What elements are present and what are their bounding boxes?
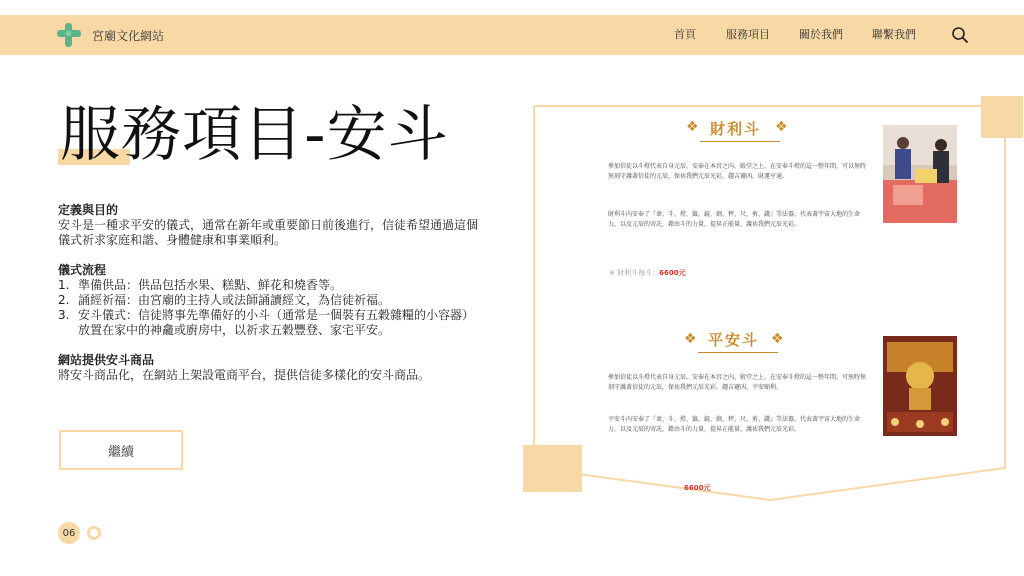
nav-about[interactable]: 關於我們 xyxy=(799,28,843,41)
price-value: 6600元 xyxy=(684,484,711,492)
divider xyxy=(700,141,780,142)
product-text: 將安斗商品化，在網站上架設電商平台，提供信徒多樣化的安斗商品。 xyxy=(58,368,431,382)
card-title-peace: 平安斗 xyxy=(708,331,760,349)
continue-button[interactable]: 繼續 xyxy=(59,430,183,470)
card-paragraph: 平安斗內安奉了『傘、斗、燈、籤、鏡、劍、秤、尺、剪、錢』等法器，代表著宇宙大地的生命力，以及元辰的寄託，藉由斗的力量，提昇正能量，護祐我們元辰光彩。 xyxy=(608,416,861,433)
product-heading: 網站提供安斗商品 xyxy=(58,353,155,367)
list-item: 1. 準備供品：供品包括水果、糕點、鮮花和燒香等。 xyxy=(58,278,343,292)
nav-home[interactable]: 首頁 xyxy=(674,28,696,41)
decor-square-top xyxy=(981,96,1023,138)
nav-contact[interactable]: 聯繫我們 xyxy=(872,28,916,41)
decor-square-bottom xyxy=(523,445,582,492)
ornament-icon: ❖ xyxy=(686,119,699,135)
price-row: ❀ 財利斗每斗：6600元 xyxy=(609,269,686,277)
process-heading: 儀式流程 xyxy=(58,263,107,277)
card-paragraph: 參加信徒以斗燈代表自身元辰，安奉在本宮之內、殿堂之上，在安奉斗燈的這一整年間，可以無時無刻守護著信徒的元辰，保祐我們元辰光彩，趨吉避凶，財運亨通。 xyxy=(608,163,867,180)
card-paragraph: 財利斗內安奉了『傘、斗、燈、籤、鏡、劍、秤、尺、剪、錢』等法器，代表著宇宙大地的生命力，以及元辰的寄託，藉由斗的力量，提昇正能量，護祐我們元辰光彩。 xyxy=(608,211,861,228)
card-paragraph: 參加信徒以斗燈代表自身元辰，安奉在本宮之內、殿堂之上，在安奉斗燈的這一整年間，可無時無刻守護著信徒的元辰，保祐我們元辰光彩，趨吉避凶，平安順利。 xyxy=(608,374,867,391)
list-item: 3. 安斗儀式：信徒將事先準備好的小斗（通常是一個裝有五穀雜糧的小容器）放置在家中的神龕或廚房中，以祈求五穀豐登、家宅平安。 xyxy=(58,308,475,337)
product-photo-peace xyxy=(883,336,957,436)
ornament-icon: ❖ xyxy=(775,119,788,135)
price-row xyxy=(684,483,710,493)
purpose-heading: 定義與目的 xyxy=(58,203,119,217)
ornament-icon: ❖ xyxy=(771,331,784,347)
purpose-text: 安斗是一種求平安的儀式，通常在新年或重要節日前後進行，信徒希望通過這個儀式祈求家庭和諧、身體健康和事業順利。 xyxy=(58,218,479,247)
price-value: 6600元 xyxy=(659,269,686,277)
flower-icon: ❀ xyxy=(609,269,618,277)
list-item: 2. 誦經祈福：由宮廟的主持人或法師誦讀經文，為信徒祈福。 xyxy=(58,293,391,307)
site-name[interactable]: 宮廟文化網站 xyxy=(92,29,165,43)
page-title: 服務項目-安斗 xyxy=(60,100,449,170)
divider xyxy=(698,352,778,353)
ornament-icon: ❖ xyxy=(684,331,697,347)
nav-services[interactable]: 服務項目 xyxy=(726,28,770,41)
product-photo-wealth xyxy=(883,125,957,223)
card-title-wealth: 財利斗 xyxy=(710,120,762,138)
page-number: 06 xyxy=(58,522,80,544)
